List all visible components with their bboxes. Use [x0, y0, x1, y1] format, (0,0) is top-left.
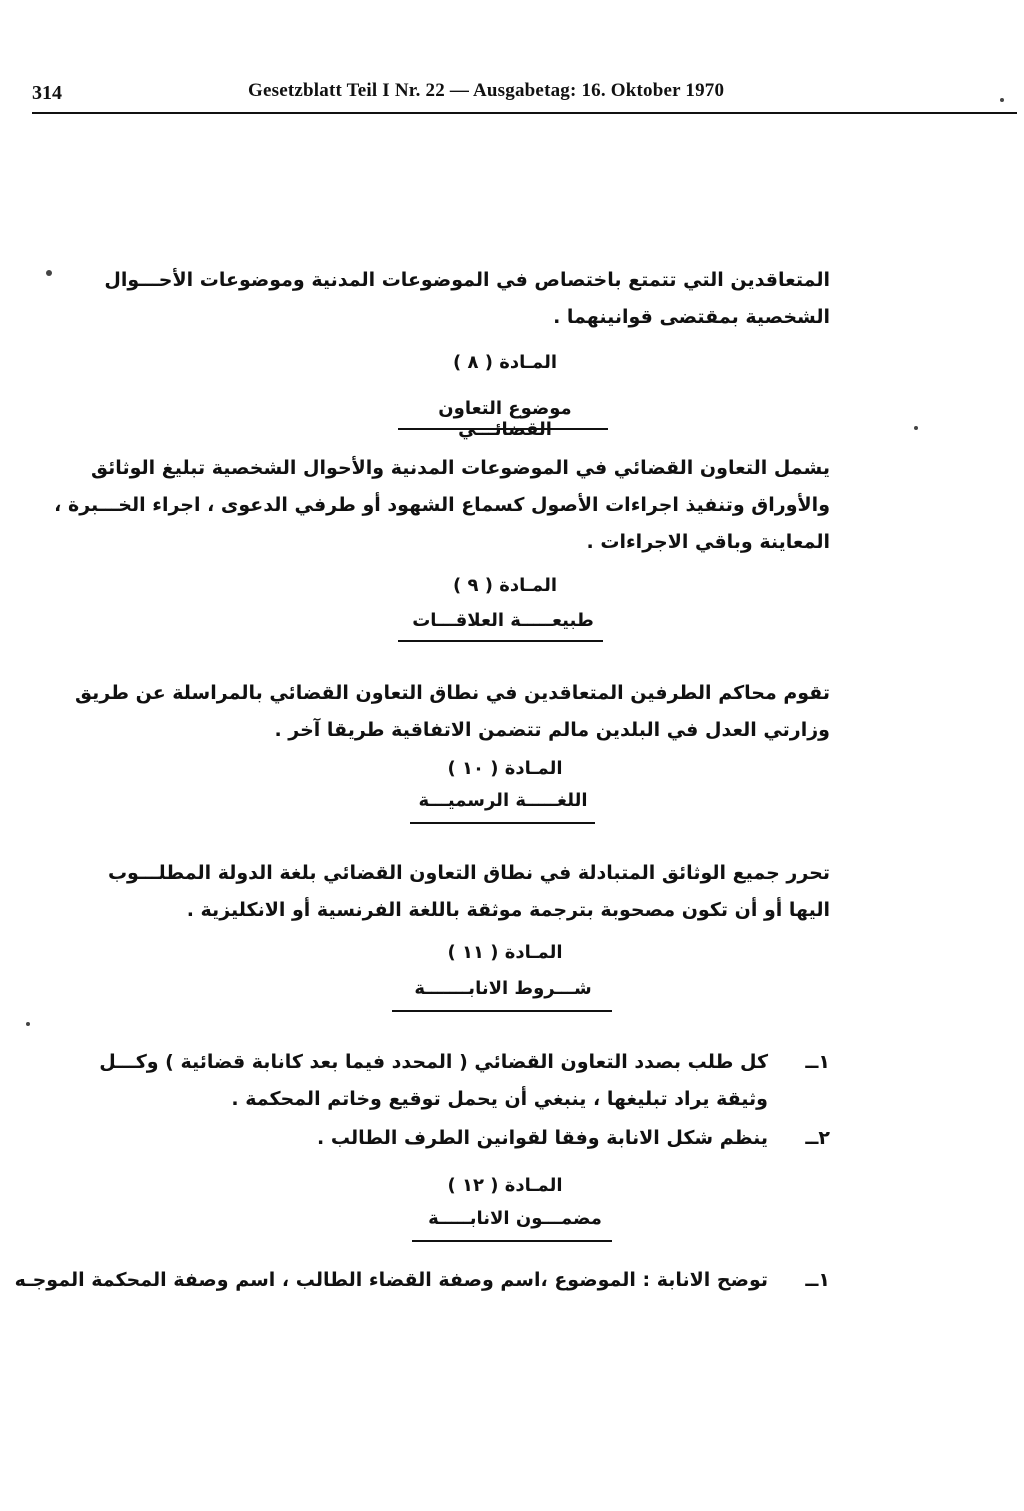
article-11-item-1: [99, 1044, 830, 1118]
article-9-title: طبيعـــــة العلاقـــات: [412, 610, 594, 631]
scan-speck: [26, 1022, 30, 1026]
scan-speck: [914, 426, 918, 430]
item-line: كل طلب بصدد التعاون القضائي ( المحدد فيما بعد كانابة قضائية ) وكـــل: [99, 1051, 768, 1073]
item-number: ٢ــ: [805, 1127, 830, 1149]
article-10-title: اللغـــــة الرسميـــة: [418, 790, 588, 811]
article-8-title: موضوع التعاون القضائـــي: [438, 398, 572, 440]
article-10-paragraph: [107, 855, 830, 929]
paragraph-line: وزارتي العدل في البلدين مالم تتضمن الاتفاقية طريقا آخر .: [274, 719, 830, 741]
header-rule: [32, 112, 1017, 114]
article-11-title-rule: [392, 1010, 612, 1012]
article-10-title-rule: [410, 822, 595, 824]
article-10-number: المـادة ( ١٠ ): [447, 758, 563, 779]
item-number: ١ــ: [805, 1269, 830, 1291]
paragraph-line: المتعاقدين التي تتمتع باختصاص في الموضوعات المدنية وموضوعات الأحـــوال: [104, 269, 830, 291]
gazette-title: Gesetzblatt Teil I Nr. 22 — Ausgabetag: 16. Oktober 1970: [248, 80, 725, 101]
article-11-item-2: [140, 1120, 830, 1157]
article-12-number: المـادة ( ١٢ ): [447, 1175, 563, 1196]
paragraph-line: الشخصية بمقتضى قوانينهما .: [553, 306, 830, 328]
article-8-paragraph: [54, 450, 830, 561]
scan-speck: [1000, 98, 1004, 102]
paragraph-line: والأوراق وتنفيذ اجراءات الأصول كسماع الشهود أو طرفي الدعوى ، اجراء الخـــبرة ،: [54, 494, 830, 516]
paragraph-line: تقوم محاكم الطرفين المتعاقدين في نطاق التعاون القضائي بالمراسلة عن طريق: [75, 682, 830, 704]
article-8-title-rule: [398, 428, 608, 430]
article-12-item-1: [14, 1262, 830, 1299]
article-9-paragraph: [75, 675, 830, 749]
item-number: ١ــ: [805, 1051, 830, 1073]
article-9-title-rule: [398, 640, 603, 642]
item-line: ينظم شكل الانابة وفقا لقوانين الطرف الطالب .: [317, 1127, 768, 1149]
page-number: 314: [32, 82, 62, 104]
article-8-number: المـادة ( ٨ ): [452, 352, 558, 373]
paragraph-line: اليها أو أن تكون مصحوبة بترجمة موثقة باللغة الفرنسية أو الانكليزية .: [186, 899, 830, 921]
item-line: وثيقة يراد تبليغها ، ينبغي أن يحمل توقيع وخاتم المحكمة .: [231, 1088, 768, 1110]
article-9-number: المـادة ( ٩ ): [452, 575, 558, 596]
article-12-title: مضمـــون الانابـــــة: [428, 1208, 602, 1229]
scan-speck: [46, 270, 52, 276]
paragraph-line: المعاينة وباقي الاجراءات .: [586, 531, 830, 553]
item-line: توضح الانابة : الموضوع ،اسم وصفة القضاء الطالب ، اسم وصفة المحكمة الموجـه: [14, 1269, 768, 1291]
paragraph-line: يشمل التعاون القضائي في الموضوعات المدنية والأحوال الشخصية تبليغ الوثائق: [91, 457, 830, 479]
page-header: [32, 78, 972, 108]
intro-paragraph: [104, 262, 830, 336]
article-11-title: شـــروط الانابـــــــة: [414, 978, 592, 999]
paragraph-line: تحرر جميع الوثائق المتبادلة في نطاق التعاون القضائي بلغة الدولة المطلـــوب: [107, 862, 830, 884]
article-12-title-rule: [412, 1240, 612, 1242]
article-11-number: المـادة ( ١١ ): [447, 942, 563, 963]
